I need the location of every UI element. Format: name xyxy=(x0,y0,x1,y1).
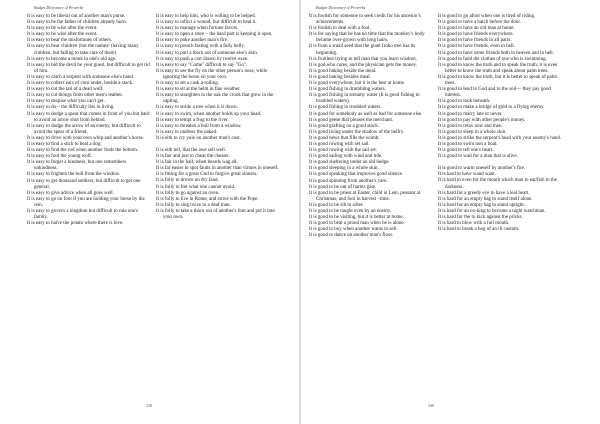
proverb-entry: It is hard for an empty bag to stand itself alone. xyxy=(438,196,533,202)
proverb-entry: It is easy to open a store – the hard part is keeping it open. xyxy=(156,32,273,38)
proverb-entry: It is good to tell one's heart. xyxy=(438,148,494,154)
proverb-entry: It is easy to say "Come" difficult to say "Go". xyxy=(156,62,248,68)
proverb-entry: It is good to make a bridge of gold to a flying enemy. xyxy=(438,105,545,111)
proverb-entry: It is fair and just to cheat the cheater. xyxy=(156,154,230,160)
proverb-entry: It is hard for a greedy eye to have a leal heart. xyxy=(438,190,530,196)
proverb-entry: It is good rowing with the sail set. xyxy=(309,148,378,154)
running-header: Budget Dictionary of Proverbs xyxy=(316,5,366,10)
proverb-entry: It is easy to swim, when another holds up your head. xyxy=(156,111,262,117)
proverb-entry: It is easy to poke another man's fire. xyxy=(156,38,229,44)
proverb-entry: It is good to wait for a man that is alive. xyxy=(438,154,518,160)
proverb-entry: It is good fishing in troubled waters. xyxy=(309,105,382,111)
proverb-entry: It is easy to pull a thorn out of someone else's skin. xyxy=(156,50,258,56)
proverb-entry: It is easy to find a stick to beat a dog. xyxy=(27,141,102,147)
page-number: 338 xyxy=(146,403,152,408)
proverb-entry: It is good to sleep in a whole skin. xyxy=(438,129,507,135)
proverb-entry: It is easy to do – the difficulty lies in living. xyxy=(27,105,115,111)
proverb-entry: It is good to marry late or never. xyxy=(438,111,503,117)
proverb-entry: It is easy to see the fly on the other person's nose, while ignoring the horse on your own. xyxy=(156,68,268,80)
proverb-entry: It is easy to find the rod when another finds the bottom. xyxy=(27,148,139,154)
proverb-entry: It is easy to be the father of children already born. xyxy=(27,20,127,26)
proverb-entry: It is good to look beneath. xyxy=(438,99,491,105)
proverb-entry: It is good news that fills the womb. xyxy=(309,135,380,141)
proverb-entry: It is for saying that he has no time that the monkey's body became over-grown with long hairs. xyxy=(309,32,425,44)
proverb-entry: It is easy to halve the potato where there is love. xyxy=(27,221,124,227)
proverb-entry: It is from a small seed that the giant Iroko tree has its beginning. xyxy=(309,44,416,56)
proverb-entry: It is easy to dodge the arrow of an enemy, but difficult to avoid the spear of a friend. xyxy=(27,123,141,135)
proverb-entry: It is fair in the hall, when beards wag all. xyxy=(156,160,238,166)
proverb-entry: It is good to strike the serpent's head with your enemy's hand. xyxy=(438,135,562,141)
proverb-entry: It is good to have friends, even in hell. xyxy=(438,44,515,50)
page-number: 340 xyxy=(428,403,434,408)
proverb-entry: It is good to beat a proud man when he is alone. xyxy=(309,221,405,227)
proverb-entry: It is easy to frighten the bull from the window. xyxy=(27,172,120,178)
proverb-entry: It is good fishing in drumbling waters. xyxy=(309,87,386,93)
proverb-entry: It is folly to live in Rome, and strive with the Pope. xyxy=(156,196,259,202)
proverb-entry: It is easy to bear children (but the names! (having many children, but falling to take care of them) xyxy=(27,44,139,56)
proverb-entry: It is easy to manage when fortune favors. xyxy=(156,26,239,32)
proverb-entry: It is easy to be wise after the event. xyxy=(27,26,98,32)
proverb-entry: It is good to relax now and then. xyxy=(438,123,503,129)
proverb-entry: It is good for somebody as well as bad for someone else. xyxy=(309,111,423,117)
proverb-entry: It is good to be taught even by an enemy. xyxy=(309,209,392,214)
proverb-entry: It is far easier to spot faults in another than virtues in oneself. xyxy=(156,166,279,172)
proverb-entry: It is good to know the truth and to speak the truth; it is even better to know the truth and speak about palm trees. xyxy=(438,62,558,74)
proverb-entry: It is god who cures, and the physician gets the money. xyxy=(309,62,417,68)
proverb-entry: It is good speaking that improves good silence. xyxy=(309,172,404,178)
proverb-entry: It is hard to break a hog of an ill custom. xyxy=(438,227,520,233)
proverb-entry: It is good to have a hatch before the door. xyxy=(438,20,522,26)
proverb-entry: It is fruitless trying to tell man that you learn wisdom. xyxy=(309,56,417,62)
proverb-entry: It is hard to blow with a full mouth. xyxy=(438,221,510,227)
proverb-entry: It is good fishing in streamy water (It is good fishing in troubled waters). xyxy=(309,93,420,105)
proverb-entry: It is good to have some friends both in heaven and in hell. xyxy=(438,50,554,56)
proverb-entry: It is easy to become a monk in one's old age. xyxy=(27,56,117,62)
proverb-entry: It is good to warm oneself by another's fire. xyxy=(438,166,526,172)
proverb-entry: It is good baking beside the meal. xyxy=(309,68,377,74)
proverb-entry: It is good to know the truth, but it is better to speak of palm trees. xyxy=(438,74,558,87)
proverb-entry: It is easy to cut thongs from other men's leather. xyxy=(27,93,123,99)
proverb-entry: It is good sheltering under an old hedge. xyxy=(309,160,390,166)
proverb-entry: It is easy to fool the young wolf. xyxy=(27,154,92,160)
proverb-entry: It is easy to bear the misfortunes of others. xyxy=(27,38,113,44)
proverb-entry: It is easy to bid the devil be your guest, but difficult to get rid of him. xyxy=(27,62,150,74)
proverb-entry: It is easy to drive with your own whip and another's horse. xyxy=(27,135,144,141)
proverb-entry: It is foolish for someone to seek credit for his ancestor's achievements. xyxy=(309,14,421,26)
proverb-column-1 xyxy=(27,14,151,227)
proverb-entry: It is hard to have wand want. xyxy=(438,172,496,178)
proverb-entry: It is easy to help him, who is willing to be helped. xyxy=(156,14,256,19)
proverb-entry: It is easy to push a cart drawn by twelve oxen. xyxy=(156,56,249,62)
proverb-entry: It is easy to get thousand soldiers, but difficult to get one general. xyxy=(27,178,141,190)
left-page xyxy=(0,0,299,424)
proverb-entry: It is good to dance on another man's floor. xyxy=(309,233,394,239)
proverb-entry: It is good living under the shadow of the belfry. xyxy=(309,129,405,135)
proverb-entry: It is folly to fret what one cannot avoid. xyxy=(156,184,236,190)
proverb-entry: It is good to swim non a boat. xyxy=(438,141,498,147)
proverb-entry: It is hard for an ox-king to become a night watchman. xyxy=(438,208,546,214)
proverb-entry: It is good everywhere, but it is the best at home. xyxy=(309,81,406,87)
proverb-entry: It is easy to set a cask a-rolling. xyxy=(156,81,220,87)
proverb-entry: It is easy to stride a tree when it is down. xyxy=(156,105,238,111)
proverb-entry: It is good to hold the clothes of one who is swimming. xyxy=(438,56,547,62)
proverb-entry: It is good baking besides meal. xyxy=(309,74,371,80)
proverb-column-4 xyxy=(438,14,562,233)
proverb-entry: It is good grafting on a good stock. xyxy=(309,123,379,129)
proverb-entry: It is folly to take a thorn out of another's foot and put it into your own. xyxy=(156,208,275,220)
proverb-entry: It is good to be out of harms gate. xyxy=(309,184,377,190)
proverb-entry: It is good to pay with other people's money. xyxy=(438,117,526,123)
proverb-entry: It is good to have friends everywhere. xyxy=(438,32,514,38)
proverb-entry: It is hard for an empty bag to stand upright. xyxy=(438,202,525,208)
proverb-entry: It is easy to dodge a spear that comes in front of you but hard to avoid an arrow shot from behind. xyxy=(27,111,150,123)
proverb-entry: It is foolish to deal with a fool. xyxy=(309,26,371,32)
proverb-entry: It is easy to despise what you can't get. xyxy=(27,99,105,105)
proverb-column-3 xyxy=(309,14,433,239)
proverb-entry: It is easy to collect ears of corn under, beside a stack. xyxy=(27,81,134,87)
proverb-entry: It is eith tell, that the awe sell well. xyxy=(156,147,226,153)
proverb-entry: It is easy to inflict a wound, but difficult to heal it. xyxy=(156,20,257,26)
proverb-entry: It is good to lend to God and to the soil— they pay good interest. xyxy=(438,87,551,99)
proverb-entry: It is eith to cry yule on another man's cost. xyxy=(156,135,241,141)
proverb-entry: It is hard for the to kick against the pricks. xyxy=(438,215,523,220)
proverb-entry: It is good sleeping in a whole skin. xyxy=(309,166,379,172)
right-page xyxy=(301,0,600,424)
proverb-entry: It is easy to sit at the helm in fine weather. xyxy=(156,87,241,93)
proverb-entry: It is easy to threaten a bull from a window. xyxy=(156,123,242,129)
proverb-entry: It is easy to catch a serpent with someone else's hand. xyxy=(27,74,135,80)
proverb-entry: It is good sailing with wind and tide. xyxy=(309,154,383,160)
proverb-entry: It is easy to be wise after the event. xyxy=(27,32,98,38)
proverb-entry: It is good to be sib to siller. xyxy=(309,202,364,208)
proverb-entry: It is good rowing with set sail. xyxy=(309,141,370,147)
proverb-entry: It is easy to straighten in the oak the crook that grew in the sapling. xyxy=(156,93,274,105)
proverb-entry: It is easy to forget a kindness, but one remembers unkindness. xyxy=(27,160,127,172)
proverb-entry: It is easy to cut the tail of a dead wolf. xyxy=(27,87,104,93)
proverb-entry: It is good spinning from another's yarn. xyxy=(309,178,388,184)
proverb-entry: It is easy to give advice when all goes well. xyxy=(27,190,114,196)
running-header: Budget Dictionary of Proverbs xyxy=(34,5,84,10)
proverb-entry: It is folly to drown on dry land. xyxy=(156,178,219,184)
proverb-entry: It is folly to sing twice to a deaf man. xyxy=(156,202,231,208)
proverb-entry: It is hard to even for the mouth which man to eat/fish in the darkness. xyxy=(438,178,557,190)
proverb-entry: It is good to be visiting, but it is better at home. xyxy=(309,215,404,221)
proverb-entry: It is easy to go on foot if you are holding your horse by the rein. xyxy=(27,196,145,208)
proverb-entry: It is easy to govern a kingdom but difficult to rule one's family. xyxy=(27,209,138,221)
proverb-entry: It is fitting for a great God to forgive great sinners. xyxy=(156,172,258,178)
proverb-column-2 xyxy=(156,14,280,221)
proverb-entry: It is easy to be liberal out of another man's purse. xyxy=(27,14,126,19)
proverb-entry: It is easy to preach fasting with a fully belly. xyxy=(156,44,245,50)
proverb-entry: It is folly to go against an oven. xyxy=(156,190,220,196)
proverb-entry: It is good geese that pleases the merchant. xyxy=(309,117,394,123)
proverb-entry: It is good to be priest at Easter, child in Lent, peasant at Christmas, and fool in harvest –time. xyxy=(309,190,421,202)
proverb-entry: It is good to buy when another wants to sell. xyxy=(309,227,398,233)
proverb-entry: It is easy to undress the naked. xyxy=(156,129,218,135)
proverb-entry: It is good to have an old man at home. xyxy=(438,26,515,32)
proverb-entry: It is easy to tempt a frog to the river. xyxy=(156,117,229,123)
proverb-entry: It is good to have friends in all parts. xyxy=(438,38,512,44)
proverb-entry: It is good to go afoot when one is tired of riding. xyxy=(438,14,536,19)
